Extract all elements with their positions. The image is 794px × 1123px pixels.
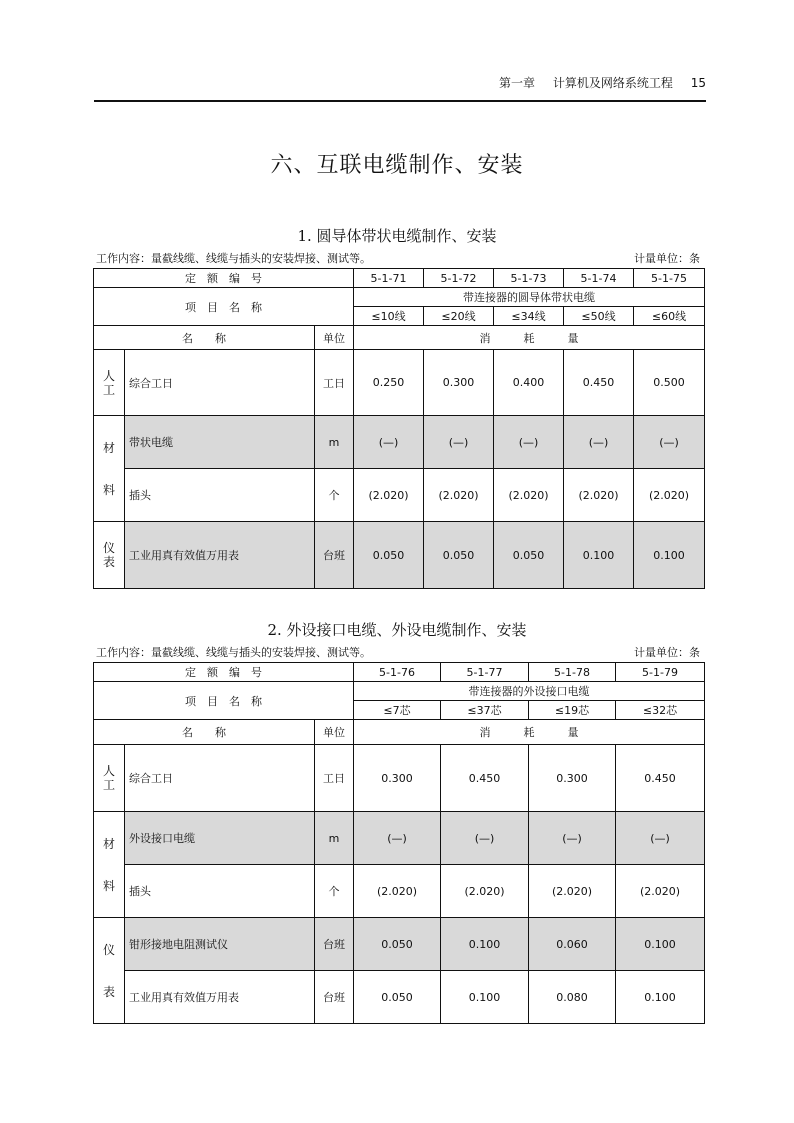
value-cell: (2.020) [441, 865, 529, 918]
unit-label: 单位 [315, 326, 354, 350]
value-cell: (—) [354, 416, 424, 469]
code-cell: 5-1-71 [354, 269, 424, 288]
page-header [94, 74, 706, 100]
item-unit: 台班 [315, 918, 354, 971]
value-cell: 0.100 [634, 522, 705, 589]
item-name: 工业用真有效值万用表 [125, 522, 315, 589]
table2-work-line [96, 644, 704, 660]
value-cell: 0.060 [529, 918, 616, 971]
item-name: 带状电缆 [125, 416, 315, 469]
category-material: 材 料 [94, 416, 125, 522]
item-label: 项 目 名 称 [94, 288, 354, 326]
item-unit: 个 [315, 469, 354, 522]
value-cell: (—) [529, 812, 616, 865]
item-name: 钳形接地电阻测试仪 [125, 918, 315, 971]
table-row [94, 682, 705, 701]
value-cell: (2.020) [529, 865, 616, 918]
table1-work-content: 工作内容：量截线缆、线缆与插头的安装焊接、测试等。 [96, 252, 371, 265]
value-cell: (2.020) [354, 865, 441, 918]
spec-cell: ≤20线 [424, 307, 494, 326]
consumption-label: 消 耗 量 [354, 326, 705, 350]
value-cell: 0.100 [616, 918, 705, 971]
spec-cell: ≤60线 [634, 307, 705, 326]
value-cell: (2.020) [354, 469, 424, 522]
value-cell: 0.050 [424, 522, 494, 589]
value-cell: 0.100 [564, 522, 634, 589]
value-cell: (—) [616, 812, 705, 865]
item-label: 项 目 名 称 [94, 682, 354, 720]
table-row [94, 971, 705, 1024]
name-label: 名 称 [94, 720, 315, 745]
page-number: 15 [690, 76, 706, 90]
value-cell: 0.050 [354, 522, 424, 589]
category-instrument: 仪 表 [94, 918, 125, 1024]
spec-cell: ≤50线 [564, 307, 634, 326]
table1-subtitle: 1. 圆导体带状电缆制作、安装 [297, 227, 497, 245]
value-cell: 0.500 [634, 350, 705, 416]
value-cell: 0.450 [441, 745, 529, 812]
value-cell: 0.300 [529, 745, 616, 812]
value-cell: 0.100 [441, 971, 529, 1024]
table-row [94, 720, 705, 745]
value-cell: (—) [634, 416, 705, 469]
item-unit: 工日 [315, 350, 354, 416]
table-row [94, 326, 705, 350]
table-row [94, 269, 705, 288]
item-name: 插头 [125, 865, 315, 918]
table2-work-content: 工作内容：量截线缆、线缆与插头的安装焊接、测试等。 [96, 646, 371, 659]
code-cell: 5-1-76 [354, 663, 441, 682]
value-cell: (2.020) [494, 469, 564, 522]
value-cell: 0.450 [564, 350, 634, 416]
spec-cell: ≤19芯 [529, 701, 616, 720]
value-cell: 0.100 [441, 918, 529, 971]
value-cell: 0.050 [354, 971, 441, 1024]
code-cell: 5-1-79 [616, 663, 705, 682]
table-row [94, 522, 705, 589]
group-label: 带连接器的外设接口电缆 [354, 682, 705, 701]
item-unit: 个 [315, 865, 354, 918]
value-cell: (2.020) [634, 469, 705, 522]
value-cell: 0.100 [616, 971, 705, 1024]
item-unit: m [315, 416, 354, 469]
value-cell: (2.020) [616, 865, 705, 918]
category-labor: 人 工 [94, 745, 125, 812]
value-cell: 0.400 [494, 350, 564, 416]
header-rule [94, 100, 706, 102]
table-row [94, 918, 705, 971]
group-label: 带连接器的圆导体带状电缆 [354, 288, 705, 307]
table2-subtitle: 2. 外设接口电缆、外设电缆制作、安装 [267, 621, 527, 639]
code-cell: 5-1-77 [441, 663, 529, 682]
spec-cell: ≤34线 [494, 307, 564, 326]
value-cell: 0.300 [424, 350, 494, 416]
code-cell: 5-1-75 [634, 269, 705, 288]
spec-cell: ≤37芯 [441, 701, 529, 720]
item-name: 插头 [125, 469, 315, 522]
code-cell: 5-1-73 [494, 269, 564, 288]
table-row [94, 745, 705, 812]
item-unit: m [315, 812, 354, 865]
item-unit: 工日 [315, 745, 354, 812]
value-cell: 0.050 [354, 918, 441, 971]
code-cell: 5-1-78 [529, 663, 616, 682]
spec-cell: ≤7芯 [354, 701, 441, 720]
table-row [94, 416, 705, 469]
code-cell: 5-1-72 [424, 269, 494, 288]
value-cell: (2.020) [564, 469, 634, 522]
quota-table-1 [93, 268, 705, 589]
table-row [94, 812, 705, 865]
chapter-label: 第一章 [499, 76, 536, 90]
value-cell: 0.080 [529, 971, 616, 1024]
table1-work-line [96, 250, 704, 266]
quota-label: 定 额 编 号 [94, 663, 354, 682]
value-cell: (2.020) [424, 469, 494, 522]
spec-cell: ≤10线 [354, 307, 424, 326]
item-unit: 台班 [315, 522, 354, 589]
value-cell: 0.250 [354, 350, 424, 416]
spec-cell: ≤32芯 [616, 701, 705, 720]
table-row [94, 288, 705, 307]
value-cell: (—) [564, 416, 634, 469]
category-labor: 人 工 [94, 350, 125, 416]
item-name: 综合工日 [125, 745, 315, 812]
category-material: 材 料 [94, 812, 125, 918]
value-cell: (—) [424, 416, 494, 469]
value-cell: 0.300 [354, 745, 441, 812]
name-label: 名 称 [94, 326, 315, 350]
item-name: 综合工日 [125, 350, 315, 416]
value-cell: 0.050 [494, 522, 564, 589]
value-cell: 0.450 [616, 745, 705, 812]
table-row [94, 350, 705, 416]
table2-unit: 计量单位：条 [634, 646, 700, 659]
section-title: 六、互联电缆制作、安装 [270, 153, 524, 178]
value-cell: (—) [354, 812, 441, 865]
book-title: 计算机及网络系统工程 [552, 76, 673, 90]
value-cell: (—) [494, 416, 564, 469]
item-unit: 台班 [315, 971, 354, 1024]
item-name: 工业用真有效值万用表 [125, 971, 315, 1024]
value-cell: (—) [441, 812, 529, 865]
code-cell: 5-1-74 [564, 269, 634, 288]
quota-table-2 [93, 662, 705, 1024]
category-instrument: 仪 表 [94, 522, 125, 589]
table-row [94, 865, 705, 918]
table1-unit: 计量单位：条 [634, 252, 700, 265]
item-name: 外设接口电缆 [125, 812, 315, 865]
table-row [94, 469, 705, 522]
table-row [94, 663, 705, 682]
quota-label: 定 额 编 号 [94, 269, 354, 288]
consumption-label: 消 耗 量 [354, 720, 705, 745]
unit-label: 单位 [315, 720, 354, 745]
